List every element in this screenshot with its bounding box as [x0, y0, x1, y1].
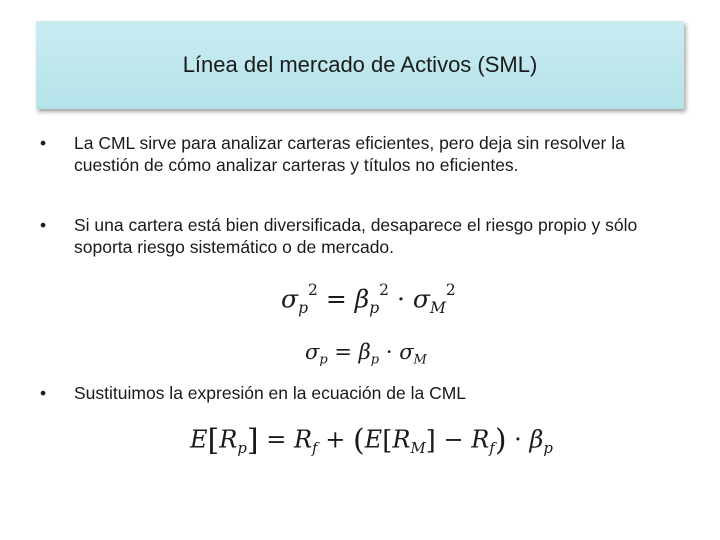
eq-term: σ — [281, 284, 299, 314]
bullet-3 — [36, 382, 686, 404]
bullet-text: La CML sirve para analizar carteras eficientes, pero deja sin resolver la cuestión de cómo analizar carteras y títulos no eficientes. — [74, 133, 625, 175]
bullet-1 — [36, 132, 686, 176]
bullet-marker: • — [40, 215, 47, 235]
title-box — [36, 21, 684, 109]
bullet-text: Si una cartera está bien diversificada, desaparece el riesgo propio y sólo soporta riesgo sistemático o de mercado. — [74, 215, 638, 257]
bullet-2 — [36, 214, 686, 258]
bullet-marker: • — [40, 133, 47, 153]
equation-sml: $E[R_p] = R_f + (E[R_M] - R_f) \cdot \beta_p$ — [190, 423, 553, 458]
equation-std-dev: $\sigma_p = \beta_p \cdot \sigma_M$ — [305, 340, 427, 368]
slide-title: Línea del mercado de Activos (SML) — [182, 52, 538, 77]
bullet-text: Sustituimos la expresión en la ecuación de la CML — [74, 383, 467, 403]
bullet-marker: • — [40, 383, 47, 403]
equation-variance: $\sigma_p^2 = \beta_p^2 \cdot \sigma_M^2$ — [281, 281, 456, 317]
